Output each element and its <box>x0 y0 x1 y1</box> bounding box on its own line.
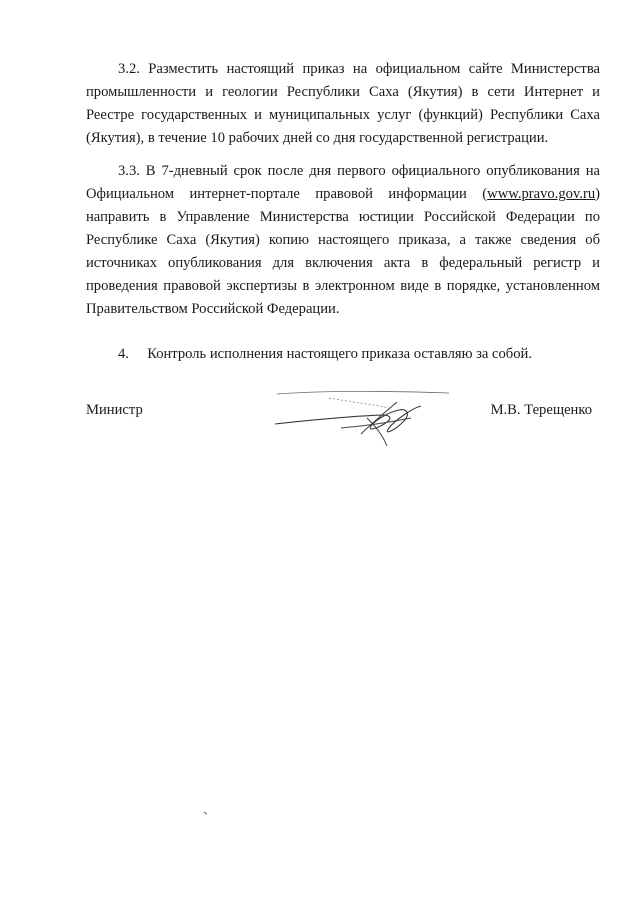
handwritten-signature <box>271 388 461 458</box>
paragraph-3-2-text: 3.2. Разместить настоящий приказ на официальном сайте Министерства промышленности и геологии Республики Саха (Якутия) в сети Интернет и Реестре государственных и муниципальных услуг (функций) Республики Саха (Якутия), в течение 10 рабочих дней со дня государственной регистрации. <box>86 61 600 146</box>
signatory-name: М.В. Терещенко <box>490 402 592 418</box>
signature-block <box>86 400 600 460</box>
paragraph-4 <box>86 343 600 366</box>
paragraph-4-text: 4. Контроль исполнения настоящего приказа оставляю за собой. <box>118 346 532 362</box>
scan-mark <box>203 811 209 817</box>
paragraph-3-2 <box>86 58 600 150</box>
paragraph-3-3 <box>86 160 600 321</box>
paragraph-3-3-body <box>86 160 600 321</box>
paragraph-3-3-text-end: ) направить в Управление Министерства юстиции Российской Федерации по Республике Саха (Якутия) копию настоящего приказа, а также сведения об источниках опубликования для включения акта в федеральный регистр и проведения правовой экспертизы в электронном виде в порядке, установленном Правительством Российской Федерации. <box>86 186 600 317</box>
pravo-link[interactable]: www.pravo.gov.ru <box>487 186 596 202</box>
paragraph-3-3-text-start: 3.3. В 7-дневный срок после дня первого официального опубликования на Официальном интернет-портале правовой информации ( <box>86 163 600 202</box>
signatory-title: Министр <box>86 402 143 418</box>
